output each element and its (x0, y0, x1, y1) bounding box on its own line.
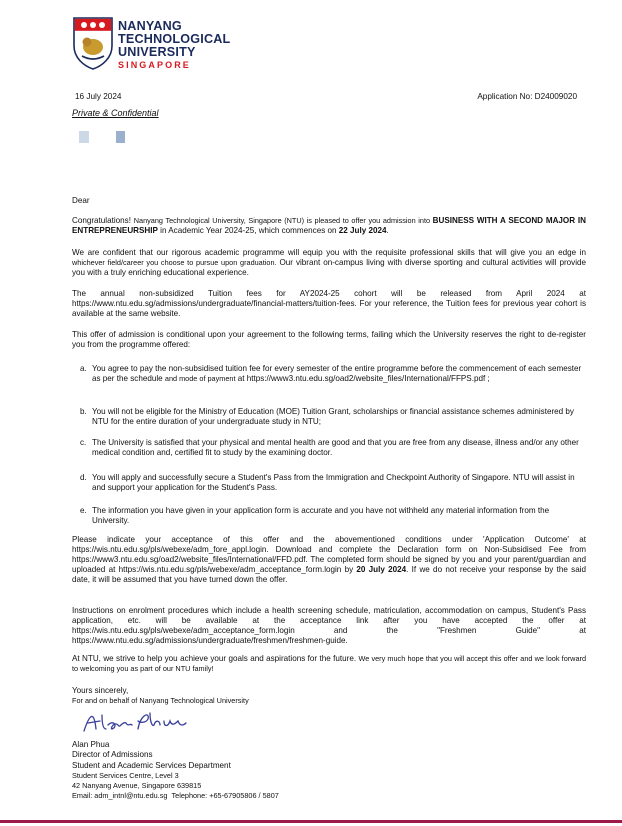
list-item-text (92, 364, 586, 384)
logo-wordmark (118, 20, 230, 71)
paragraph-congratulations (72, 216, 586, 236)
signer-block (72, 740, 586, 802)
program-name: BUSINESS WITH A SECOND MAJOR IN ENTREPRENEURSHIP (72, 216, 586, 235)
list-item (80, 473, 586, 493)
signer-title: Director of Admissions (72, 750, 153, 760)
redacted-name-mark (79, 131, 89, 143)
list-item-text: The University is satisfied that your physical and mental health are good and that you are free from any disease, illness and/or any other medical condition and, certified fit to study by the examining doctor. (92, 438, 579, 457)
signer-address-2: 42 Nanyang Avenue, Singapore 639815 (72, 781, 202, 791)
ntu-logo (72, 16, 232, 74)
list-item (80, 407, 586, 427)
signer-department: Student and Academic Services Department (72, 760, 231, 770)
logo-line-2: TECHNOLOGICAL (118, 31, 231, 46)
paragraph-conditions: This offer of admission is conditional upon your agreement to the following terms, failing which the University reserves the right to de-register you from the programme offered: (72, 330, 586, 349)
list-item-label: a. (80, 364, 87, 373)
signer-phone: Telephone: +65-67905806 / 5807 (171, 791, 279, 801)
commencement-date: 22 July 2024 (338, 225, 387, 235)
p2-part-c: Our vibrant on-campus living with diverse sporting and cultural activities will provide you with a truly enriching educational experience. (72, 257, 587, 277)
list-item-label: d. (80, 473, 87, 482)
handwritten-signature (80, 707, 190, 737)
list-item-text: The information you have given in your application form is accurate and you have not withheld any material information from the University. (92, 506, 550, 525)
list-item (80, 438, 586, 458)
logo-line-singapore: SINGAPORE (118, 60, 191, 71)
p1-part-a: Congratulations! (72, 216, 134, 225)
logo-line-3: UNIVERSITY (118, 44, 196, 59)
signer-email: Email: adm_intnl@ntu.edu.sg (72, 791, 168, 801)
closing-block (72, 686, 586, 706)
application-number: Application No: D24009020 (477, 92, 577, 101)
p1-part-c: in Academic Year 2024-25, which commences on (157, 225, 339, 235)
logo-line-1: NANYANG (118, 19, 182, 33)
signer-address-1: Student Services Centre, Level 3 (72, 770, 179, 780)
item-a-text-link: at https://www3.ntu.edu.sg/oad2/website_files/International/FFPS.pdf ; (235, 373, 490, 383)
p2-part-b: whichever field/career you choose to pursue upon graduation. (72, 257, 277, 267)
item-a-text: You agree to pay the non-subsidised tuition fee for every semester of the entire programme before the commencement of each semester as per the schedule (92, 364, 582, 383)
acceptance-deadline: 20 July 2024 (356, 564, 407, 574)
p1-part-b: Nanyang Technological University, Singapore (NTU) is pleased to offer you admission into (133, 216, 433, 225)
ntu-crest-icon (72, 16, 114, 70)
confidential-label: Private & Confidential (72, 108, 159, 118)
list-item-label: c. (80, 438, 87, 447)
list-item (80, 506, 586, 526)
letter-date: 16 July 2024 (75, 92, 122, 101)
p1-part-d: . (386, 225, 389, 235)
list-item-text: You will apply and successfully secure a Student's Pass from the Immigration and Checkpoint Authority of Singapore. NTU will assist in and support your application for the Student's Pass. (92, 473, 575, 492)
p7-part-b: We very much hope that you will accept this offer and we look forward to welcoming you as part of our NTU family! (72, 654, 586, 673)
closing-salutation: Yours sincerely, (72, 686, 129, 695)
paragraph-tuition-fees: The annual non-subsidized Tuition fees for AY2024-25 cohort will be released from April 2024 at https://www.ntu.edu.sg/admissions/undergraduate/financial-matters/tuition-fees. For your reference, the Tuition fees for previous year cohort is available at the same website. (72, 289, 586, 318)
p5-part-b: . If we do not receive your response by the said date, it will be assumed that you have turned down the offer. (72, 564, 586, 584)
redacted-name-mark (116, 131, 125, 143)
paragraph-confidence (72, 248, 586, 278)
paragraph-acceptance (72, 535, 586, 585)
footer-rule (0, 820, 622, 823)
p5-part-a: Please indicate your acceptance of this offer and the abovementioned conditions under 'Application Outcome' at https://wis.ntu.edu.sg/pls/webexe/adm_fore_appl.login. Download and complete the Declaration form on Non-Subsidised Fee from https://www3.ntu.edu.sg/oad2/website_files/International/FFD.pdf. The completed form should be signed by you and your parent/guardian and uploaded at https://wis.ntu.edu.sg/pls/webexe/adm_acceptance_form.login by (72, 535, 586, 574)
on-behalf-line: For and on behalf of Nanyang Technological University (72, 695, 249, 705)
item-a-text-small: and mode of payment (164, 373, 236, 383)
signer-contact (72, 791, 586, 801)
list-item-label: e. (80, 506, 87, 515)
signer-name: Alan Phua (72, 740, 110, 749)
p2-part-a: We are confident that our rigorous academic programme will equip you with the requisite professional skills that will give you an edge in (72, 248, 586, 257)
list-item-text: You will not be eligible for the Ministry of Education (MOE) Tuition Grant, scholarships or financial assistance schemes administered by NTU for the entire duration of your undergraduate study in NTU; (92, 407, 574, 426)
paragraph-enrolment: Instructions on enrolment procedures which include a health screening schedule, matriculation, accommodation on campus, Student's Pass application, etc. will be available at the acceptance link after you have accepted the offer at https://wis.ntu.edu.sg/pls/webexe/adm_acceptance_form.login and the "Freshmen Guide" at https://www.ntu.edu.sg/admissions/undergraduate/freshmen/freshmen-guide. (72, 606, 586, 645)
paragraph-aspirations (72, 654, 586, 674)
list-item-label: b. (80, 407, 87, 416)
salutation: Dear (72, 196, 90, 205)
p7-part-a: At NTU, we strive to help you achieve your goals and aspirations for the future. (72, 654, 359, 663)
list-item (80, 364, 586, 384)
